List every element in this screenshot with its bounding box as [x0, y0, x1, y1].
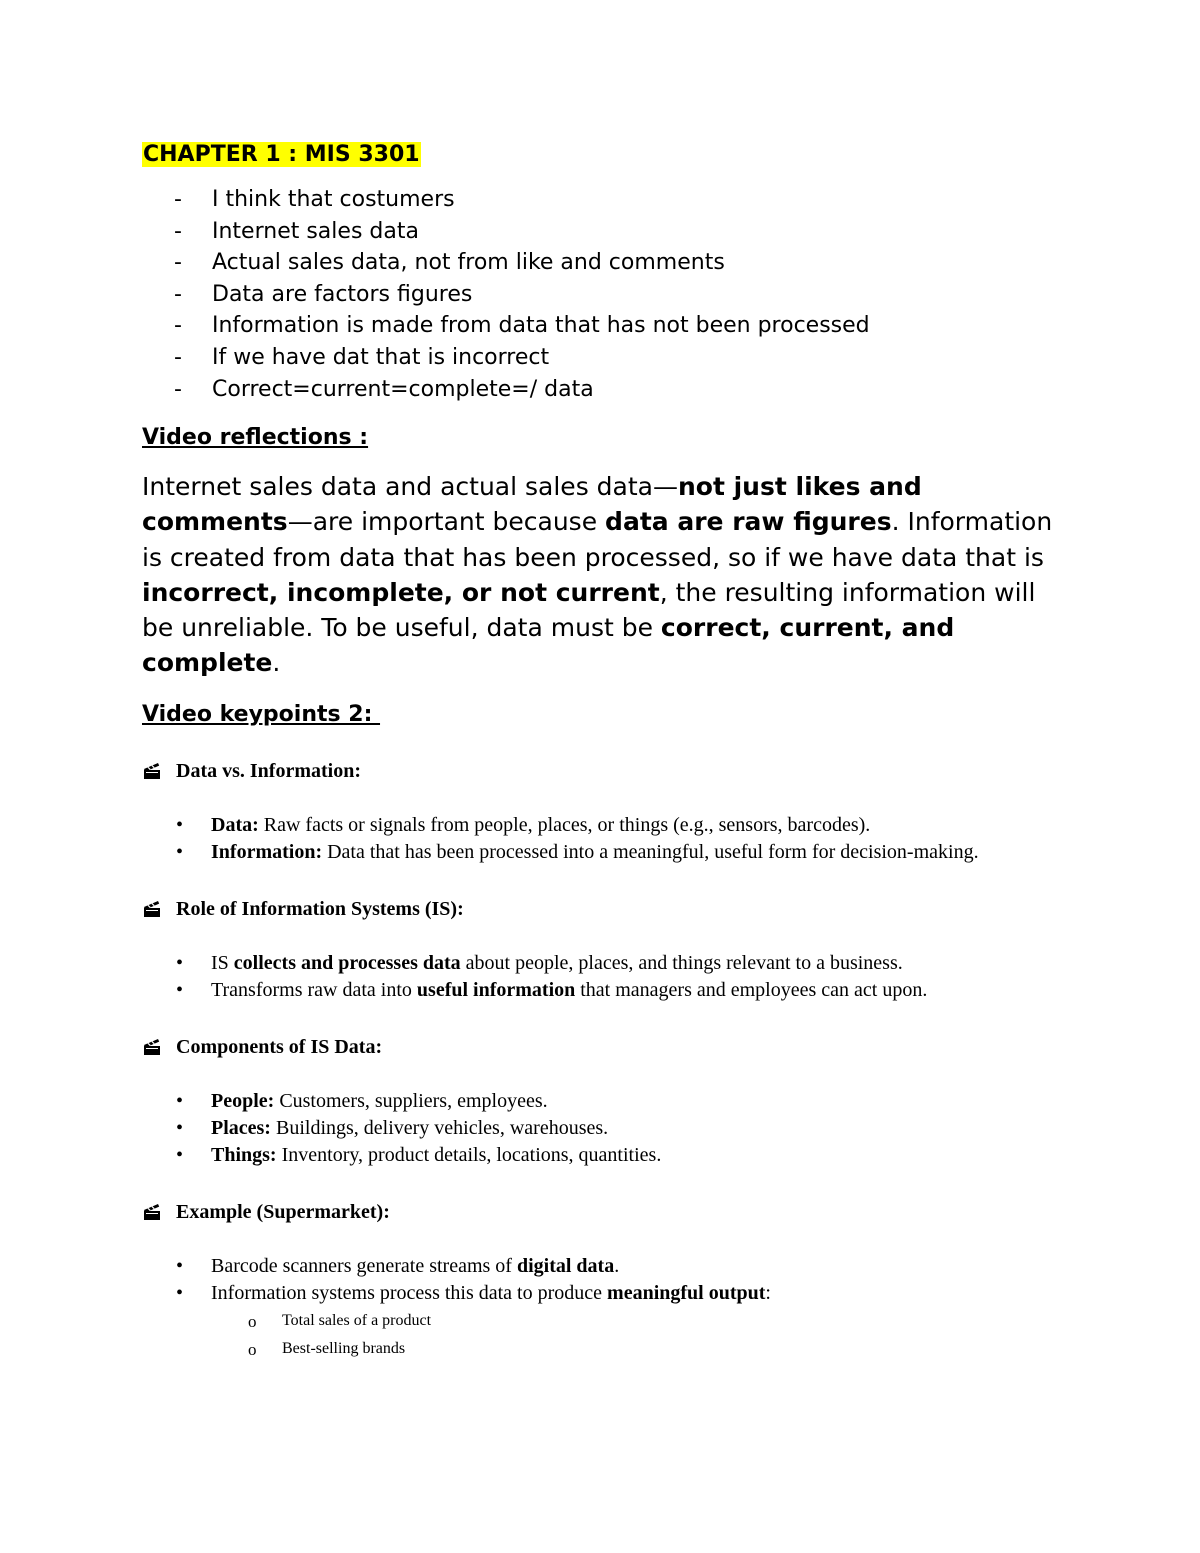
dash-marker: - — [174, 313, 182, 339]
dash-marker: - — [174, 250, 182, 276]
list-item: • Transforms raw data into useful information that managers and employees can act upon. — [142, 977, 1062, 1004]
clapperboard-icon — [142, 1038, 162, 1056]
clapperboard-icon — [142, 900, 162, 918]
dash-item: - Information is made from data that has not been processed — [142, 310, 1062, 342]
list-item: • Information: Data that has been processed into a meaningful, useful form for decision-making. — [142, 839, 1051, 866]
bullet-marker: • — [176, 979, 184, 1002]
bullet-marker: • — [176, 1144, 184, 1167]
video-keypoints-heading: Video keypoints 2: — [142, 702, 381, 728]
keypoint-section-example-supermarket — [142, 1199, 1062, 1363]
clapperboard-icon — [142, 762, 162, 780]
sub-list-item: o Total sales of a product — [142, 1307, 1062, 1335]
chapter-title-highlight: CHAPTER 1 : MIS 3301 — [143, 142, 420, 167]
bullet-marker: • — [176, 1090, 184, 1113]
video-reflections-heading: Video reflections : — [142, 425, 369, 451]
keypoint-section-data-vs-information — [142, 758, 1062, 866]
keypoint-bullet-list — [142, 812, 1062, 866]
open-circle-marker: o — [248, 1340, 257, 1360]
dash-item: - Data are factors figures — [142, 279, 1062, 311]
keypoint-bullet-list — [142, 1088, 1062, 1169]
keypoint-bullet-list — [142, 950, 1062, 1004]
dash-marker: - — [174, 281, 182, 307]
dash-item: - I think that costumers — [142, 184, 1062, 216]
dash-item: - If we have dat that is incorrect — [142, 342, 1062, 374]
chapter-title — [142, 140, 1062, 170]
dash-marker: - — [174, 218, 182, 244]
bullet-marker: • — [176, 1282, 184, 1305]
dash-marker: - — [174, 344, 182, 370]
clapperboard-icon — [142, 1203, 162, 1221]
keypoint-bullet-list — [142, 1253, 1062, 1307]
keypoint-section-heading: Role of Information Systems (IS): — [142, 896, 1062, 922]
list-item: • People: Customers, suppliers, employees. — [142, 1088, 1062, 1115]
bullet-marker: • — [176, 1117, 184, 1140]
dash-marker: - — [174, 376, 182, 402]
reflection-paragraph: Internet sales data and actual sales data—not just likes and comments—are important because data are raw figures. Information is created from data that has been processed, so if we have data that is incorrect, incomplete, or not current, the resulting information will be unreliable. To be useful, data must be correct, current, and complete. — [142, 472, 1053, 678]
list-item: • IS collects and processes data about people, places, and things relevant to a business. — [142, 950, 1062, 977]
keypoint-section-role-of-is — [142, 896, 1062, 1004]
bullet-marker: • — [176, 1255, 184, 1278]
list-item: • Places: Buildings, delivery vehicles, warehouses. — [142, 1115, 1062, 1142]
keypoint-section-heading: Components of IS Data: — [142, 1034, 1062, 1060]
sub-list-item: o Best-selling brands — [142, 1335, 1062, 1363]
open-circle-marker: o — [248, 1312, 257, 1332]
bullet-marker: • — [176, 841, 184, 864]
list-item: • Barcode scanners generate streams of digital data. — [142, 1253, 1062, 1280]
list-item: • Information systems process this data to produce meaningful output: — [142, 1280, 1062, 1307]
dash-item: - Actual sales data, not from like and comments — [142, 247, 1062, 279]
document-content — [142, 140, 1062, 1363]
dash-marker: - — [174, 187, 182, 212]
list-item: • Data: Raw facts or signals from people, places, or things (e.g., sensors, barcodes). — [142, 812, 1062, 839]
keypoint-section-heading: Data vs. Information: — [142, 758, 1062, 784]
keypoint-sub-list — [142, 1307, 1062, 1363]
bullet-marker: • — [176, 952, 184, 975]
keypoint-section-components — [142, 1034, 1062, 1169]
notes-dash-list — [142, 184, 1062, 405]
dash-item: - Internet sales data — [142, 216, 1062, 248]
keypoint-section-heading: Example (Supermarket): — [142, 1199, 1062, 1225]
dash-item: - Correct=current=complete=/ data — [142, 374, 1062, 406]
bullet-marker: • — [176, 814, 184, 837]
list-item: • Things: Inventory, product details, locations, quantities. — [142, 1142, 1062, 1169]
